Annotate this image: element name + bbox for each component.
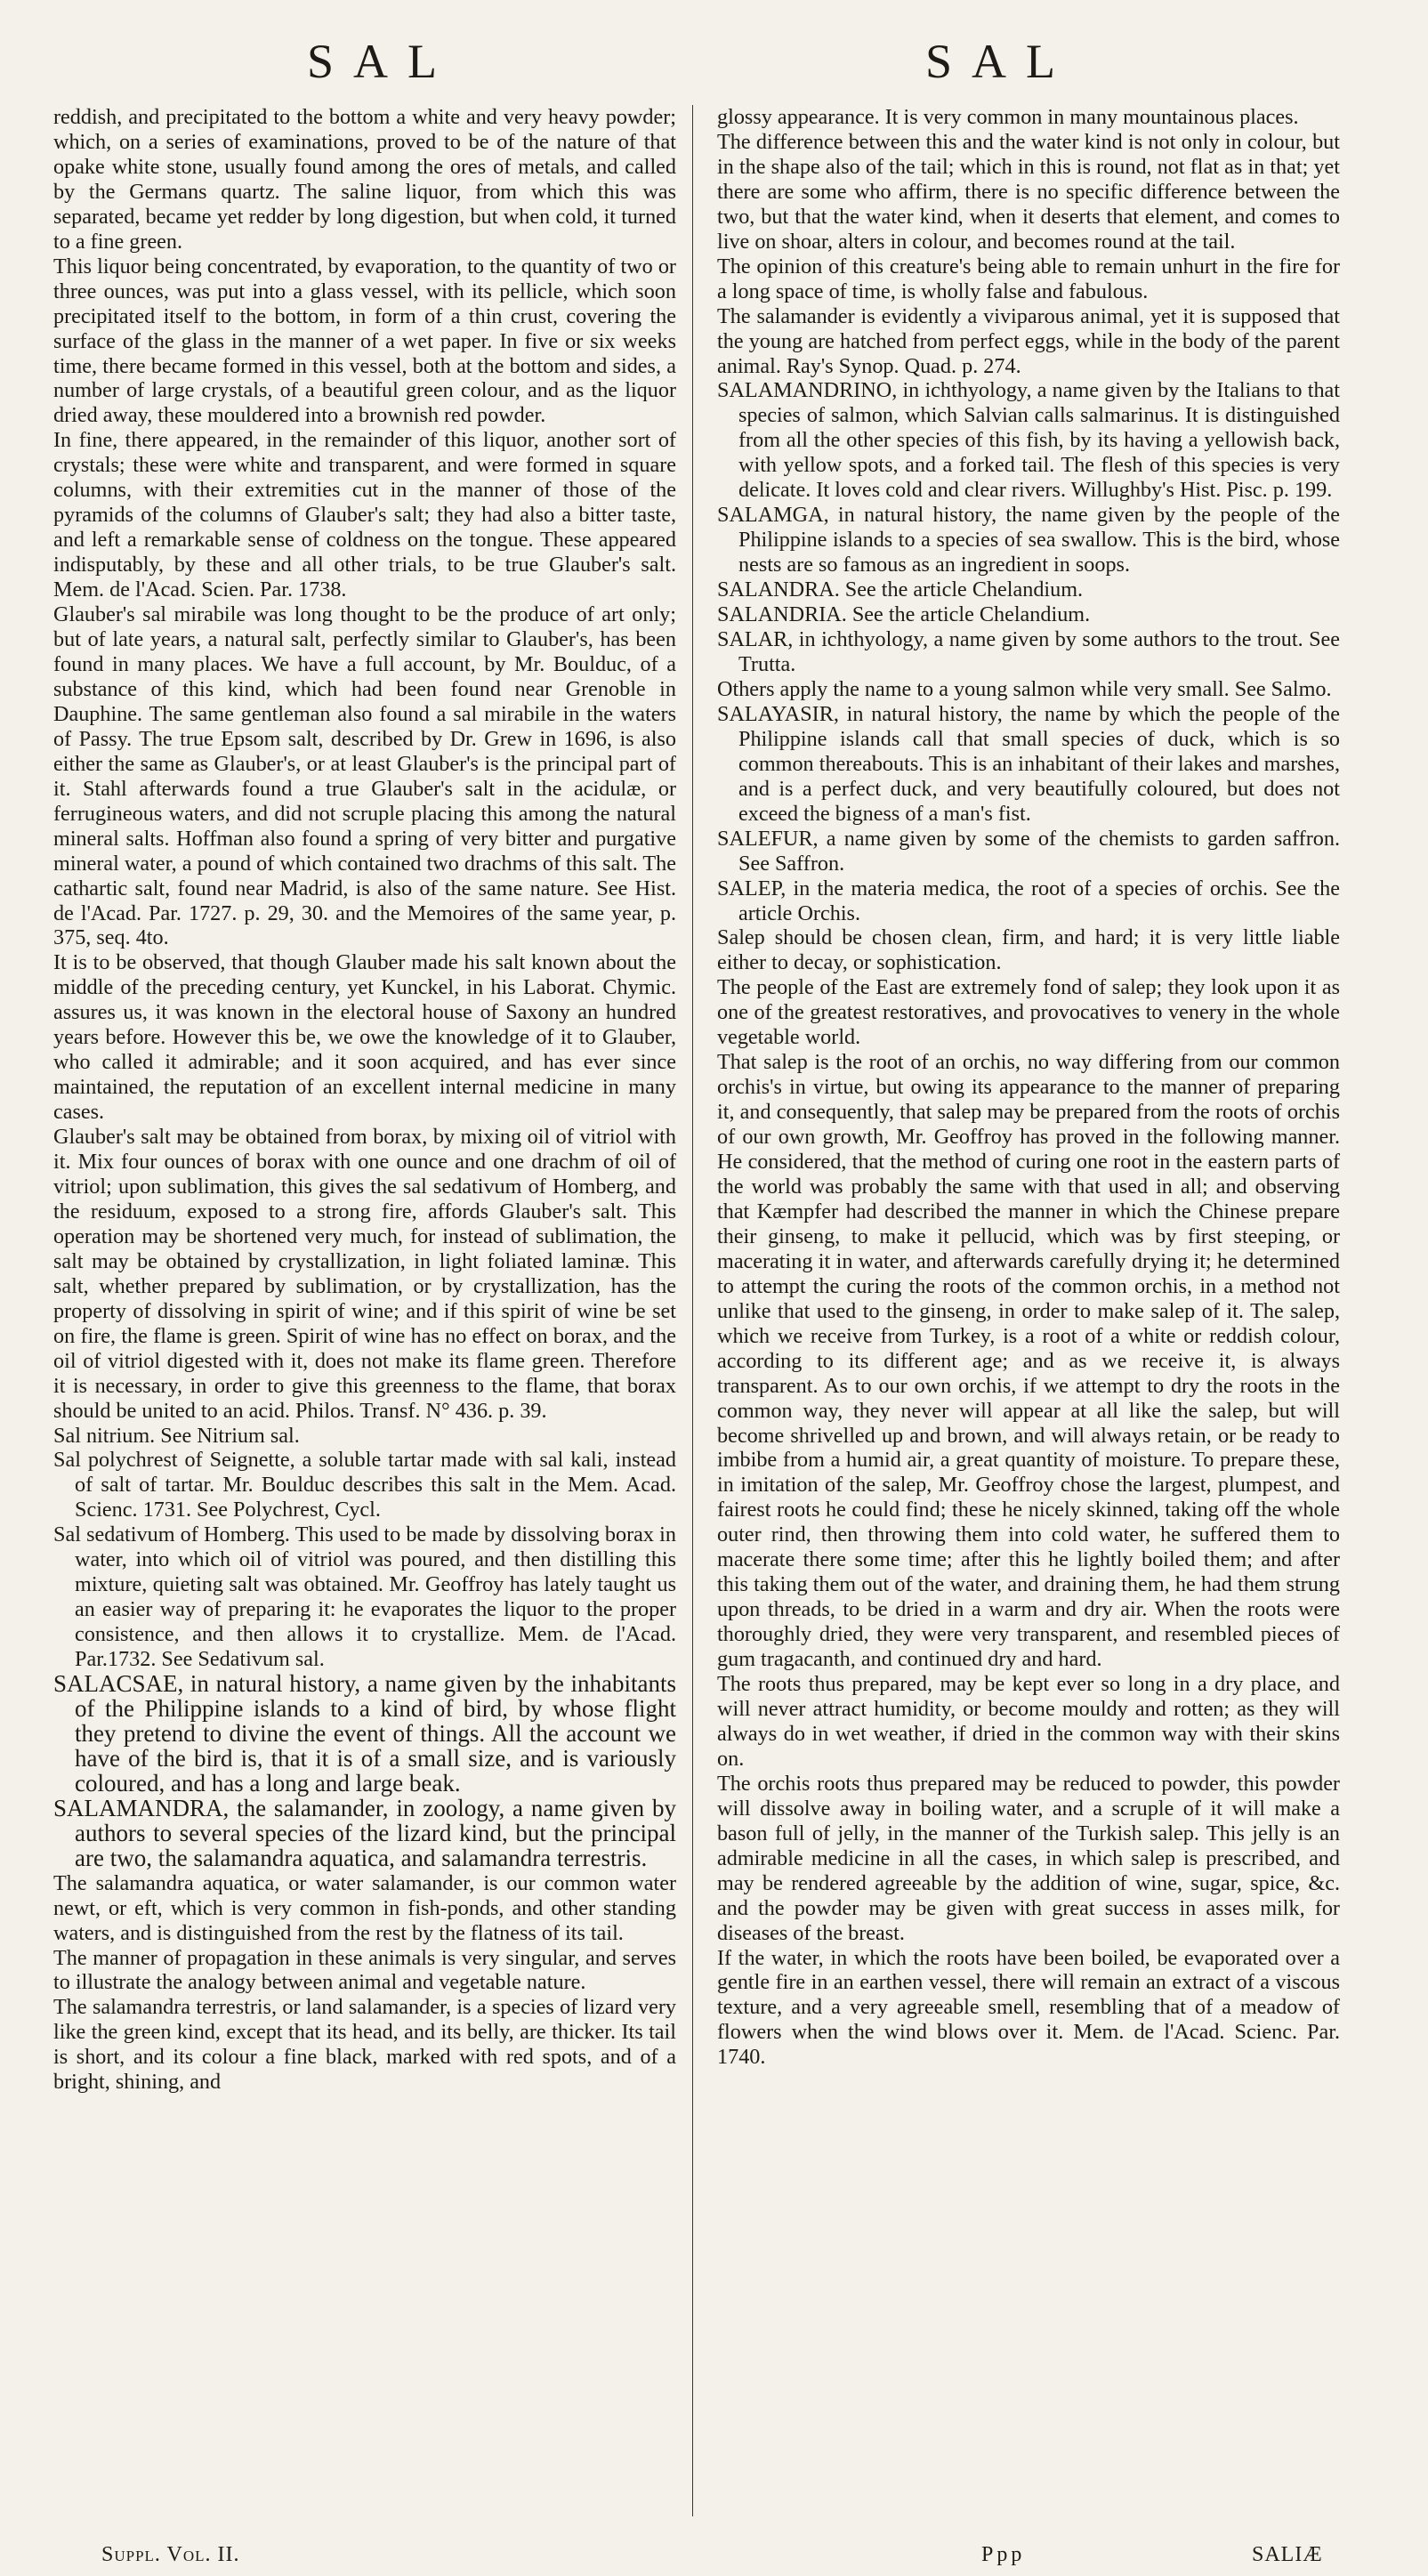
paragraph: Glauber's salt may be obtained from borax, by mixing oil of vitriol with it. Mix four ounces of borax with one ounce and one drachm of oil of vitriol; upon sublimation, this gives the sal sedativum of Homberg, and the residuum, exposed to a strong fire, affords Glauber's salt. This operation may be shortened very much, for instead of sublimation, the salt may be obtained by crystallization, in light foliated laminæ. This salt, whether prepared by sublimation, or by crystallization, has the property of dissolving in spirit of wine; and if this spirit of wine be set on fire, the flame is green. Spirit of wine has no effect on borax, and the oil of vitriol digested with it, does not make its flame green. Therefore it is necessary, in order to give this greenness to the flame, that borax should be united to an acid. Philos. Transf. N° 436. p. 39. <box>53 1125 676 1423</box>
right-column <box>717 105 1340 2070</box>
paragraph: The salamandra aquatica, or water salamander, is our common water newt, or eft, which is very common in fish-ponds, and other standing waters, and is distinguished from the rest by the flatness of its tail. <box>53 1870 676 1945</box>
paragraph: The salamandra terrestris, or land salamander, is a species of lizard very like the green kind, except that its head, and its belly, are thicker. Its tail is short, and its colour a fine black, marked with red spots, and of a bright, shining, and <box>53 1995 676 2095</box>
dictionary-entry: Sal sedativum of Homberg. This used to be made by dissolving borax in water, into which oil of vitriol was poured, and then distilling this mixture, quieting salt was obtained. Mr. Geoffroy has lately taught us an easier way of preparing it: he evaporates the liquor to the proper consistence, and then allows it to crystallize. Mem. de l'Acad. Par.1732. See Sedativum sal. <box>53 1522 676 1672</box>
dictionary-entry: SALACSAE, in natural history, a name given by the inhabitants of the Philippine islands to a kind of bird, by whose flight they pretend to divine the event of things. All the account we have of the bird is, that it is of a small size, and is variously coloured, and has a long and large beak. <box>53 1670 676 1797</box>
column-divider <box>692 105 693 2516</box>
paragraph: The manner of propagation in these animals is very singular, and serves to illustrate the analogy between animal and vegetable nature. <box>53 1945 676 1995</box>
dictionary-entry: SALAMGA, in natural history, the name given by the people of the Philippine islands to a species of sea swallow. This is the bird, whose nests are so famous as an ingredient in soops. <box>717 503 1340 577</box>
dictionary-entry: SALAR, in ichthyology, a name given by some authors to the trout. See Trutta. <box>717 627 1340 676</box>
catchword: SALIÆ <box>1252 2543 1323 2566</box>
left-column <box>53 105 676 2095</box>
paragraph: This liquor being concentrated, by evaporation, to the quantity of two or three ounces, was put into a glass vessel, with its pellicle, which soon precipitated itself to the bottom, in form of a thin crust, covering the surface of the glass in the manner of a wet paper. In five or six weeks time, there became formed in this vessel, both at the bottom and sides, a number of large crystals, of a beautiful green colour, and as the liquor dried away, these mouldered into a brownish red powder. <box>53 254 676 428</box>
dictionary-entry: SALEFUR, a name given by some of the chemists to garden saffron. See Saffron. <box>717 826 1340 876</box>
dictionary-entry: Sal nitrium. See Nitrium sal. <box>53 1423 300 1448</box>
paragraph: The salamander is evidently a viviparous animal, yet it is supposed that the young are hatched from perfect eggs, while in the body of the parent animal. Ray's Synop. Quad. p. 274. <box>717 303 1340 378</box>
paragraph: reddish, and precipitated to the bottom a white and very heavy powder; which, on a series of examinations, proved to be of the nature of that opake white stone, usually found among the ores of metals, and called by the Germans quartz. The saline liquor, from which this was separated, became yet redder by long digestion, but when cold, it turned to a fine green. <box>53 105 676 254</box>
paragraph: The orchis roots thus prepared may be reduced to powder, this powder will dissolve away in boiling water, and a scruple of it will make a bason full of jelly, in the manner of the Turkish salep. This jelly is an admirable medicine in all the cases, in which salep is prescribed, and may be rendered agreeable by the addition of wine, sugar, spice, &c. and the powder may be given with great success in asses milk, for diseases of the breast. <box>717 1771 1340 1945</box>
paragraph: The opinion of this creature's being able to remain unhurt in the fire for a long space of time, is wholly false and fabulous. <box>717 254 1340 303</box>
volume-footer: Suppl. Vol. II. <box>101 2543 240 2566</box>
running-head-left: SAL <box>307 35 457 88</box>
paragraph: If the water, in which the roots have been boiled, be evaporated over a gentle fire in an earthen vessel, there will remain an extract of a viscous texture, and a very agreeable smell, resembling that of a meadow of flowers when the wind blows over it. Mem. de l'Acad. Scienc. Par. 1740. <box>717 1945 1340 2070</box>
paragraph: The people of the East are extremely fond of salep; they look upon it as one of the greatest restoratives, and provocatives to venery in the whole vegetable world. <box>717 975 1340 1050</box>
paragraph: Salep should be chosen clean, firm, and hard; it is very little liable either to decay, or sophistication. <box>717 925 1340 975</box>
dictionary-entry: Others apply the name to a young salmon while very small. See Salmo. <box>717 676 1332 701</box>
dictionary-entry: SALAMANDRA, the salamander, in zoology, a name given by authors to several species of the lizard kind, but the principal are two, the salamandra aquatica, and salamandra terrestris. <box>53 1794 676 1871</box>
dictionary-entry: SALANDRA. See the article Chelandium. <box>717 577 1084 602</box>
paragraph: In fine, there appeared, in the remainder of this liquor, another sort of crystals; these were white and transparent, and were formed in square columns, with their extremities cut in the manner of those of the pyramids of the columns of Glauber's salt; they had also a bitter taste, and left a remarkable sense of coldness on the tongue. These appeared indisputably, by these and all other trials, to be true Glauber's salt. Mem. de l'Acad. Scien. Par. 1738. <box>53 428 676 602</box>
signature-mark: Ppp <box>981 2543 1026 2566</box>
dictionary-entry: Sal polychrest of Seignette, a soluble tartar made with sal kali, instead of salt of tartar. Mr. Boulduc describes this salt in the Mem. Acad. Scienc. 1731. See Polychrest, Cycl. <box>53 1448 676 1522</box>
paragraph: Glauber's sal mirabile was long thought to be the produce of art only; but of late years, a natural salt, perfectly similar to Glauber's, has been found in many places. We have a full account, by Mr. Boulduc, of a substance of this kind, which had been found near Grenoble in Dauphine. The same gentleman also found a sal mirabile in the waters of Passy. The true Epsom salt, described by Dr. Grew in 1696, is also either the same as Glauber's, or at least Glauber's is the principal part of it. Stahl afterwards found a true Glauber's salt in the acidulæ, or ferrugineous waters, and did not scruple placing this among the natural mineral salts. Hoffman also found a spring of very bitter and purgative mineral water, a pound of which contained two drachms of this salt. The cathartic salt, found near Madrid, is also of the same nature. See Hist. de l'Acad. Par. 1727. p. 29, 30. and the Memoires of the same year, p. 375, seq. 4to. <box>53 602 676 950</box>
dictionary-entry: SALAYASIR, in natural history, the name by which the people of the Philippine islands call that small species of duck, which is so common thereabouts. This is an inhabitant of their lakes and marshes, and is a perfect duck, and very beautifully coloured, but does not exceed the bigness of a man's fist. <box>717 701 1340 826</box>
paragraph: It is to be observed, that though Glauber made his salt known about the middle of the preceding century, yet Kunckel, in his Laborat. Chymic. assures us, it was known in the electoral house of Saxony an hundred years before. However this be, we owe the knowledge of it to Glauber, who called it admirable; and it soon acquired, and has ever since maintained, the reputation of an excellent internal medicine in many cases. <box>53 950 676 1125</box>
dictionary-entry: SALANDRIA. See the article Chelandium. <box>717 602 1091 627</box>
paragraph: That salep is the root of an orchis, no way differing from our common orchis's in virtue, but owing its appearance to the manner of preparing it, and consequently, that salep may be prepared from the roots of orchis of our own growth, Mr. Geoffroy has proved in the following manner. He considered, that the method of curing one root in the eastern parts of the world was probably the same with that used in all; and observing that Kæmpfer had described the manner in which the Chinese prepare their ginseng, to make it pellucid, which was by first steeping, or macerating it in water, and afterwards carefully drying it; he determined to attempt the curing the roots of the common orchis, in a method not unlike that used to the ginseng, in order to make salep of it. The salep, which we receive from Turkey, is a root of a white or reddish colour, according to its different age; and as we receive it, is always transparent. As to our own orchis, if we attempt to dry the roots in the common way, they never will appear at all like the salep, but will become shrivelled up and brown, and will always retain, or be ready to imbibe from a humid air, a great quantity of moisture. To prepare these, in imitation of the salep, Mr. Geoffroy chose the largest, plumpest, and fairest roots he could find; these he nicely skinned, taking off the whole outer rind, then throwing them into cold water, he suffered them to macerate there some time; after this he lightly boiled them; and after this taking them out of the water, and draining them, he had them strung upon threads, to be dried in a warm and dry air. When the roots were thoroughly dried, they were very transparent, and resembled pieces of gum tragacanth, and continued dry and hard. <box>717 1050 1340 1672</box>
running-head-right: SAL <box>925 35 1076 88</box>
paragraph: The difference between this and the water kind is not only in colour, but in the shape also of the tail; which in this is round, not flat as in that; yet there are some who affirm, there is no specific difference between the two, but that the water kind, when it deserts that element, and comes to live on shoar, alters in colour, and becomes round at the tail. <box>717 129 1340 254</box>
paragraph: The roots thus prepared, may be kept ever so long in a dry place, and will never attract humidity, or become mouldy and rotten; as they will always do in wet weather, if dried in the common way with their skins on. <box>717 1672 1340 1771</box>
dictionary-entry: SALAMANDRINO, in ichthyology, a name given by the Italians to that species of salmon, which Salvian calls salmarinus. It is distinguished from all the other species of this fish, by its having a yellowish back, with yellow spots, and a forked tail. The flesh of this species is very delicate. It loves cold and clear rivers. Willughby's Hist. Pisc. p. 199. <box>717 378 1340 503</box>
paragraph: glossy appearance. It is very common in many mountainous places. <box>717 105 1299 129</box>
dictionary-entry: SALEP, in the materia medica, the root of a species of orchis. See the article Orchis. <box>717 876 1340 925</box>
